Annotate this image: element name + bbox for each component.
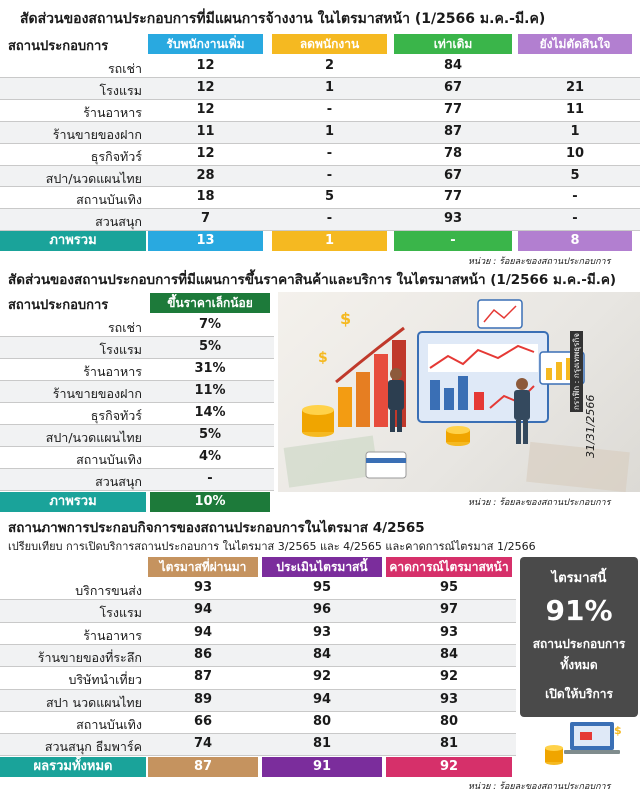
section1-row-header: สถานประกอบการ — [8, 39, 109, 54]
table-cell: 11 — [196, 123, 215, 139]
s1-total-same: - — [394, 231, 512, 251]
table-row-label: ร้านขายของฝาก — [52, 126, 142, 142]
table-row-label: สวนสนุก — [95, 214, 142, 230]
table-row-label: สถานบันเทิง — [76, 716, 142, 732]
photo-date: 31/31/2566 — [584, 394, 597, 458]
table-cell: 10 — [565, 145, 585, 161]
s3-col-current: ประเมินไตรมาสนี้ — [262, 557, 382, 577]
s2-total-label: ภาพรวม — [0, 492, 146, 512]
s3-total-forecast: 92 — [386, 757, 512, 777]
table-cell: 7 — [200, 211, 211, 227]
table-cell: 93 — [439, 624, 459, 640]
svg-text:$: $ — [318, 350, 328, 366]
table-row-label: ธุรกิจทัวร์ — [90, 408, 142, 423]
svg-text:$: $ — [340, 309, 352, 328]
s2-note: หน่วย : ร้อยละของสถานประกอบการ — [468, 498, 611, 508]
table-cell: 1 — [570, 123, 580, 139]
table-cell: 94 — [193, 624, 213, 640]
s3-col-previous: ไตรมาสที่ผ่านมา — [148, 557, 258, 577]
table-row-label: สวนสนุก — [95, 474, 142, 489]
table-cell: 18 — [196, 189, 215, 205]
table-row-label: สปา นวดแผนไทย — [45, 694, 142, 710]
section3-subtitle: เปรียบเทียบ การเปิดบริการสถานประกอบการ ในไตรมาส 3/2565 และ 4/2565 และคาดการณ์ไตรมาส 1/2566 — [8, 540, 536, 553]
table-row-label: รถเช่า — [107, 61, 142, 76]
s2-col-slight-increase: ขึ้นราคาเล็กน้อย — [150, 293, 270, 313]
table-row-label: บริการขนส่ง — [75, 583, 142, 598]
table-cell: 77 — [443, 189, 463, 205]
table-cell: 21 — [565, 79, 585, 95]
table-row-label: โรงแรม — [99, 82, 142, 98]
highlight-line1: ไตรมาสนี้ — [551, 571, 607, 586]
table-row-label: ร้านอาหาร — [83, 364, 142, 379]
s3-note: หน่วย : ร้อยละของสถานประกอบการ — [468, 782, 611, 792]
table-row-label: ร้านอาหาร — [83, 627, 142, 643]
table-cell: 84 — [443, 58, 463, 73]
table-row-label: สปา/นวดแผนไทย — [45, 170, 142, 186]
table-cell: 5 — [570, 167, 580, 183]
table-cell: 1 — [324, 79, 335, 95]
table-cell: 4% — [198, 449, 222, 464]
s1-col-reduce: ลดพนักงาน — [272, 34, 387, 54]
table-cell: 95 — [312, 580, 332, 595]
section2-title: สัดส่วนของสถานประกอบการที่มีแผนการขึ้นราคาสินค้าและบริการ ในไตรมาสหน้า (1/2566 ม.ค.-มี.ค) — [8, 272, 617, 288]
table-cell: 5% — [198, 339, 222, 354]
table-cell: 31% — [194, 361, 226, 376]
table-row-label: ร้านขายของที่ระลึก — [37, 649, 142, 665]
table-cell: 66 — [193, 713, 213, 729]
table-cell: 5 — [324, 189, 335, 205]
table-row-label: ธุรกิจทัวร์ — [90, 148, 142, 164]
table-row-label: สวนสนุก ธีมพาร์ค — [44, 739, 142, 755]
table-row-label: ร้านอาหาร — [83, 104, 142, 120]
table-cell: 2 — [324, 58, 335, 73]
table-cell: 67 — [443, 79, 463, 95]
table-row-label: โรงแรม — [99, 605, 142, 621]
table-cell: - — [326, 145, 333, 161]
table-cell: 12 — [196, 101, 215, 117]
s1-col-same: เท่าเดิม — [394, 34, 512, 54]
table-cell: - — [572, 211, 578, 227]
table-cell: 84 — [312, 646, 332, 662]
highlight-line4: เปิดให้บริการ — [545, 687, 613, 701]
business-illustration — [278, 292, 640, 492]
section3-title: สถานภาพการประกอบกิจการของสถานประกอบการในไตรมาส 4/2565 — [8, 520, 425, 536]
highlight-big: 91% — [545, 594, 613, 627]
table-cell: 92 — [312, 669, 332, 685]
table-row-label: โรงแรม — [99, 342, 142, 357]
table-cell: - — [326, 211, 333, 227]
s1-note: หน่วย : ร้อยละของสถานประกอบการ — [468, 257, 611, 267]
table-row-label: ร้านขายของฝาก — [52, 386, 142, 401]
table-cell: 97 — [439, 602, 459, 618]
s1-col-undecided: ยังไม่ตัดสินใจ — [518, 34, 632, 54]
section1-title: สัดส่วนของสถานประกอบการที่มีแผนการจ้างงาน ในไตรมาสหน้า (1/2566 ม.ค.-มี.ค) — [20, 11, 546, 27]
s1-total-hire: 13 — [148, 231, 263, 251]
s1-total-label: ภาพรวม — [0, 231, 146, 251]
table-cell: 28 — [196, 167, 215, 183]
table-cell: 78 — [443, 145, 463, 161]
table-cell: 80 — [312, 713, 332, 729]
table-cell: 87 — [443, 123, 463, 139]
table-cell: 94 — [312, 691, 332, 707]
photo-credit: กราฟิก : กรุงเทพธุรกิจ — [572, 333, 581, 410]
table-cell: 14% — [194, 405, 226, 420]
table-cell: 86 — [193, 646, 213, 662]
table-cell: 74 — [193, 736, 213, 752]
highlight-box — [520, 557, 638, 717]
s1-total-undecided: 8 — [518, 231, 632, 251]
table-cell: - — [326, 167, 333, 183]
laptop-coins-icon — [540, 718, 630, 768]
table-cell: 93 — [193, 580, 213, 595]
table-cell: 12 — [196, 145, 215, 161]
table-cell: 93 — [312, 624, 332, 640]
table-row-label: สถานบันเทิง — [76, 192, 142, 208]
table-cell: 11% — [194, 383, 226, 398]
table-cell: 84 — [439, 646, 459, 662]
s3-total-previous: 87 — [148, 757, 258, 777]
table-row-label: สปา/นวดแผนไทย — [45, 430, 142, 445]
table-cell: 93 — [443, 211, 463, 227]
table-cell: 81 — [312, 736, 332, 752]
table-cell: - — [572, 189, 578, 205]
table-cell: 12 — [196, 79, 215, 95]
table-cell: - — [207, 471, 213, 486]
s3-total-label: ผลรวมทั้งหมด — [0, 757, 146, 777]
table-row-label: รถเช่า — [107, 320, 142, 335]
section2-row-header: สถานประกอบการ — [8, 298, 109, 313]
s3-col-forecast: คาดการณ์ไตรมาสหน้า — [386, 557, 512, 577]
highlight-line3: ทั้งหมด — [560, 658, 598, 672]
s3-total-current: 91 — [262, 757, 382, 777]
table-cell: 95 — [439, 580, 459, 595]
table-cell: 12 — [196, 58, 215, 73]
table-row-label: บริษัทนำเที่ยว — [68, 672, 142, 688]
table-cell: 77 — [443, 101, 463, 117]
svg-text:$: $ — [614, 724, 622, 737]
table-cell: 1 — [324, 123, 335, 139]
s1-total-reduce: 1 — [272, 231, 387, 251]
table-cell: 96 — [312, 602, 332, 618]
s1-col-hire: รับพนักงานเพิ่ม — [148, 34, 263, 54]
table-cell: 93 — [439, 691, 459, 707]
table-row-label: สถานบันเทิง — [76, 452, 142, 467]
highlight-line2: สถานประกอบการ — [532, 637, 626, 651]
table-cell: 11 — [565, 101, 585, 117]
table-cell: 92 — [439, 669, 459, 685]
table-cell: 7% — [198, 317, 222, 332]
table-cell: 81 — [439, 736, 459, 752]
table-cell: 67 — [443, 167, 463, 183]
analytics-scene-icon — [278, 292, 640, 492]
table-cell: 5% — [198, 427, 222, 442]
table-cell: 80 — [439, 713, 459, 729]
table-cell: 94 — [193, 602, 213, 618]
table-cell: 89 — [193, 691, 213, 707]
table-cell: 87 — [193, 669, 213, 685]
s2-total-value: 10% — [150, 492, 270, 512]
table-cell: - — [326, 101, 333, 117]
